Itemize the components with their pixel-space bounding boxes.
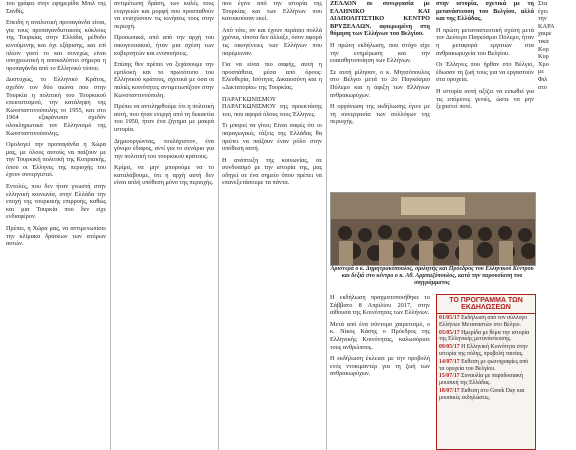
strip-line: έχει: [538, 7, 548, 15]
audience-photo-icon: [331, 193, 535, 265]
event-photo: [330, 192, 536, 266]
col2-para-1: αντιμέτωπη δράση, των καλές τους ενεργειών και μορφή που προσπαθούν να ενισχύσουν τις κινήσεις τους στην περιοχή.: [114, 0, 214, 30]
schedule-box: [436, 294, 536, 450]
col1-para-4: Ομολογεί την προπαγάνδα η Χώρα μας, με όλους αυτούς να παίζουν με την Τουρκική πολιτική της Κυπριακής, όπου οι Έλληνες της περιοχής του έχουν συνεργιστεί.: [6, 141, 106, 179]
col4b-para-2: Μετά από ένα σύντομο χαιρετισμό, ο κ. Νίκος Κάσης ο Πρόεδρος της Ελληνικής Κοινότητας, καλωσόρισε τους ανθρώπους.: [330, 320, 430, 351]
column-4: [330, 0, 430, 190]
column-divider: [110, 0, 111, 450]
col2-para-4: Πρέπει να αντιληφθούμε ότι η πολιτική αυτή, που ήταν ενεργή από τη δεκαετία του 1950, ήταν ένα ζήτημα με μακρά ιστορία.: [114, 103, 214, 133]
strip-line: την: [538, 15, 547, 23]
col1-para-2: Επειδή η αναλυτική προπαγάνδα είναι, για τους προπαγανδιστικούς κύκλους της Τουρκίας στην Ελλάδα, μέθοδο κινούμενης και όχι εξάρισης, και επί πλέον γιατί το και συνεχώς είναι υποχρεωτική η αποκαλύπτει σήμερα η προπαγάνδα από το Ελληνικό τύπου.: [6, 19, 106, 72]
schedule-entry: 18/07/17 Εκθεση στο Greek Day και μουσικές εκδηλώσεις.: [439, 387, 525, 401]
strip-line: χαιρε: [538, 30, 552, 38]
col3-para-2: Από τότε, αν και έχουν περάσει πολλά χρόνια, τίποτα δεν άλλαξε, όσον αφορά τις οικογένειες των Ελλήνων που παρέμειναν.: [222, 26, 322, 57]
col5-para-3: Η ιστορία αυτή αξίζει να ειπωθεί για τις επόμενες γενιές, ώστε να μην ξεχαστεί ποτέ.: [436, 87, 534, 111]
col2-para-3: Επίσης θεν πρέπει να ξεχάσουμε την εμπλοκή και το πρωτότυπο του Ελληνικού κράτους, σχετικά με όσα οι παλιές κοινότητες αντιμετωπίζουν στην Κωνσταντινούπολη.: [114, 61, 214, 99]
col2-para-2: Προσωπικά, από από την αρχή του οικογενειακού, ήταν μια σχέση των κυβερνητών και ενοποιήσεις.: [114, 34, 214, 57]
strip-line: Στα: [538, 0, 548, 7]
photo-caption: Αριστερά ο κ. Δημητρακόπουλος, ομιλητής και Πρόεδρος του Ελληνικού Κέντρου και δεξιά στο κέντρο ο κ. Αθ. Αρμπαζόπουλος, κατά την παρουσίαση του συγγράμματος: [330, 266, 534, 286]
col1-para-1: του γράφει στην εφημερίδα Μπιλ της Σανθίς.: [6, 0, 106, 15]
schedule-title: ΤΟ ΠΡΟΓΡΑΜΜΑ ΤΩΝ ΕΚΔΗΛΩΣΕΩΝ: [437, 295, 535, 314]
schedule-entry: 01/05/17 Εκδήλωση από τον σύλλογο Ελλήνων Μεταναστών στο Βέλγιο.: [439, 315, 527, 328]
col3-para-6: Η ανάπτυξη της κοινωνίας, σε συνδυασμό με την ιστορία της, μας οδηγεί σε ένα σημείο όπου πρέπει να επανεξετάσουμε τα πάντα.: [222, 156, 322, 187]
column-1: [6, 0, 106, 450]
right-strip: [538, 0, 576, 450]
strip-line: ΚΑΡΑ: [538, 22, 555, 30]
strip-line: τικά: [538, 37, 549, 45]
col4b-para-1: Η εκδήλωση πραγματοποιήθηκε το Σάββατο 8 Απριλίου 2017, στην αίθουσα της Κοινότητας των Ελλήνων.: [330, 294, 430, 317]
column-divider: [326, 0, 327, 450]
col2-para-5: Δημιουργώντας, τουλάχιστον, ένα γόνιμο έδαφος, αντί για το σενάριο για την πολιτική του τουρκικού κράτους.: [114, 137, 214, 160]
col2-para-6: Κρίμα, να μην μπορούμε να το καταλάβουμε, ότι η αρχή αυτή δεν είναι απλή υπόθεση μόνο της περιοχής.: [114, 164, 214, 187]
strip-line: Κορ: [538, 45, 549, 53]
strip-line: Κυρ: [538, 53, 549, 61]
col5-para-1: Η πρώτη μεταναστευτική σχέση μετά τον Δεύτερο Παγκόσμιο Πόλεμο, ήταν η μεταφορά εργατών στα ανθρακωρυχεία του Βελγίου.: [436, 26, 534, 57]
schedule-entry: 09/05/17 Η Ελληνική Κοινότητα στην ιστορία της πόλης, προβολή ταινίας.: [439, 344, 528, 357]
col5-lead: στην ιστορία, σχετικά με τη μετανάστευση του Βελγίου, αλλά και της Ελλάδας.: [436, 0, 534, 23]
col3-para-5: Τι μπορεί να γίνει; Είναι σαφές ότι οι παραγωγικές τάξεις της Ελλάδας θα πρέπει να παίξουν έναν ρόλο στην υπόθεση αυτή.: [222, 122, 322, 153]
strip-line: στο: [538, 83, 548, 91]
schedule-entry: 14/07/17 Εκθεση με φωτογραφίες από τα ορυχεία του Βελγίου.: [439, 358, 529, 372]
col1-para-3: Δυστυχώς, το Ελληνικό Κράτος, σχεδόν τον δύο αιώνα που στην Τουρκία η πολιτική του Τουρκικού επεκτατισμού, την κατάληψη της Κωνσταντινούπολης το 1955, και στο 1964 εξαφάνισαν σχεδόν ολοκληρωτικά τον Ελληνισμό της Κωνσταντινούπολης.: [6, 76, 106, 137]
column-5: [436, 0, 534, 190]
strip-line: με: [538, 68, 545, 76]
col3-para-1: που έγινε από την ιστορία της Τουρκίας και των Ελλήνων που κατοικούσαν εκεί.: [222, 0, 322, 23]
col1-para-5: Εντολές, που δεν ήταν γνωστή στην ελληνική κοινωνία, στην Ελλάδα την εποχή της τουρκικής επιρροής, καθώς και μια Τουρκία που δεν είχε ενδιαφέρον.: [6, 183, 106, 221]
col5-para-2: Οι Έλληνες που ήρθαν στο Βέλγιο, έδωσαν τη ζωή τους για να εργαστούν στα ορυχεία.: [436, 61, 534, 84]
col4b-para-3: Η εκδήλωση έκλεισε με την προβολή ενός ντοκιμαντέρ για τη ζωή των ανθρακωρύχων.: [330, 355, 430, 378]
col1-para-6: Πρέπει, η Χώρα μας, να αντιμετωπίσει την κλίμακα δράσεων των ατόμων αυτών.: [6, 225, 106, 248]
col3-para-4: ΠΑΡΑΓΚΩΝΙΣΜΟΥ ΠΑΡΑΓΚΩΝΙΣΜΟΥ της προεκτάσης του, που αφορά όλους τους Έλληνες.: [222, 95, 322, 118]
column-divider: [218, 0, 219, 450]
column-2: [114, 0, 214, 450]
strip-line: Χρο: [538, 60, 549, 68]
column-4-bottom: [330, 294, 430, 450]
col4-lead: ΖΕΛΛΟΝ σε συνεργασία με ΕΛΛΗΝΙΚΟ ΚΑΙ ΔΙΑΠΟΛΙΤΙΣΤΙΚΟ ΚΕΝΤΡΟ ΒΡΥΞΕΛΛΩΝ, αφιερωμένη στη θύμηση των Ελλήνων του Βελγίου.: [330, 0, 430, 38]
col4-para-1: Η πρώτη εκδήλωση, που στόχο είχε την ενημέρωση και την ευαισθητοποίηση των Ελλήνων.: [330, 41, 430, 65]
strip-line: Φιλ: [538, 75, 548, 83]
column-3: [222, 0, 322, 450]
schedule-entry: 15/07/17 Συναυλία με παραδοσιακή μουσική της Ελλάδας.: [439, 373, 523, 387]
schedule-entry: 05/05/17 Ημερίδα με θέμα την ιστορία της Ελληνικής μετανάστευσης.: [439, 329, 530, 343]
col3-para-3: Για να είναι πιο σαφής, αυτή η προσπάθεια, μέσα από όρους: Ελευθερία, Ισότητα, Δικαιοσύνη και η «Δικτατορία» της Τουρκίας.: [222, 61, 322, 91]
col4-para-2: Σε αυτή μίλησαν, ο κ. Μητσόπουλος στο Βέλγιο μετά το 2ο Παγκόσμιο Πόλεμο και η άφιξη των Ελλήνων ανθρακωρύχων.: [330, 68, 430, 99]
col4-para-3: Η οργάνωση της εκδήλωσης έγινε με τη συνεργασία των συλλόγων της περιοχής.: [330, 103, 430, 126]
